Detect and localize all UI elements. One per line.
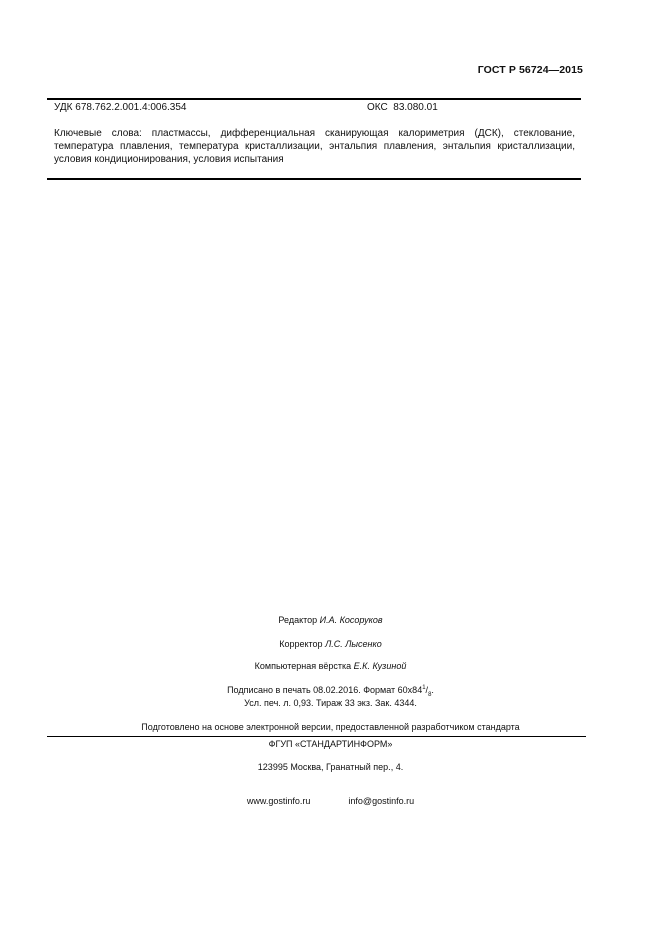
keywords-bottom-rule [47, 178, 581, 180]
website-link[interactable]: www.gostinfo.ru [246, 796, 311, 806]
prepared-note: Подготовлено на основе электронной версии, предоставленной разработчиком стандарта [141, 722, 520, 732]
layout-name: Е.К. Кузиной [353, 661, 407, 671]
editor-label: Редактор [278, 615, 318, 625]
publisher-address: 123995 Москва, Гранатный пер., 4. [257, 762, 404, 772]
layout-line [0, 661, 661, 671]
top-rule [47, 98, 581, 100]
oks-code [367, 102, 438, 113]
format-sup: 1 [422, 685, 426, 691]
corrector-name: Л.С. Лысенко [325, 639, 382, 649]
standard-code: ГОСТ Р 56724—2015 [477, 64, 583, 76]
editor-name: И.А. Косоруков [319, 615, 383, 625]
publisher-contacts [0, 796, 661, 806]
publisher-rule [47, 736, 586, 737]
print-details: Усл. печ. л. 0,93. Тираж 33 экз. Зак. 4344. [244, 698, 417, 708]
oks-label: ОКС [367, 102, 388, 113]
format-sub: 8 [428, 691, 432, 698]
signed-text: Подписано в печать 08.02.2016. Формат 60x84 [227, 685, 423, 695]
layout-label: Компьютерная вёрстка [254, 661, 352, 671]
signed-line: Подписано в печать 08.02.2016. Формат $60x84^1/_8$. [227, 685, 434, 698]
publisher-name: ФГУП «СТАНДАРТИНФОРМ» [268, 739, 393, 749]
editor-line [0, 615, 661, 625]
corrector-label: Корректор [279, 639, 323, 649]
keywords-paragraph: Ключевые слова: пластмассы, дифференциальная сканирующая калориметрия (ДСК), стеклование, температура плавления, температура кристаллизации, энтальпия плавления, энтальпия кристаллизации, условия кондиционирования, условия испытания [54, 128, 575, 165]
email-link[interactable]: info@gostinfo.ru [348, 796, 415, 806]
udk-code: УДК 678.762.2.001.4:006.354 [54, 102, 187, 113]
oks-value: 83.080.01 [393, 102, 438, 113]
corrector-line [0, 639, 661, 649]
